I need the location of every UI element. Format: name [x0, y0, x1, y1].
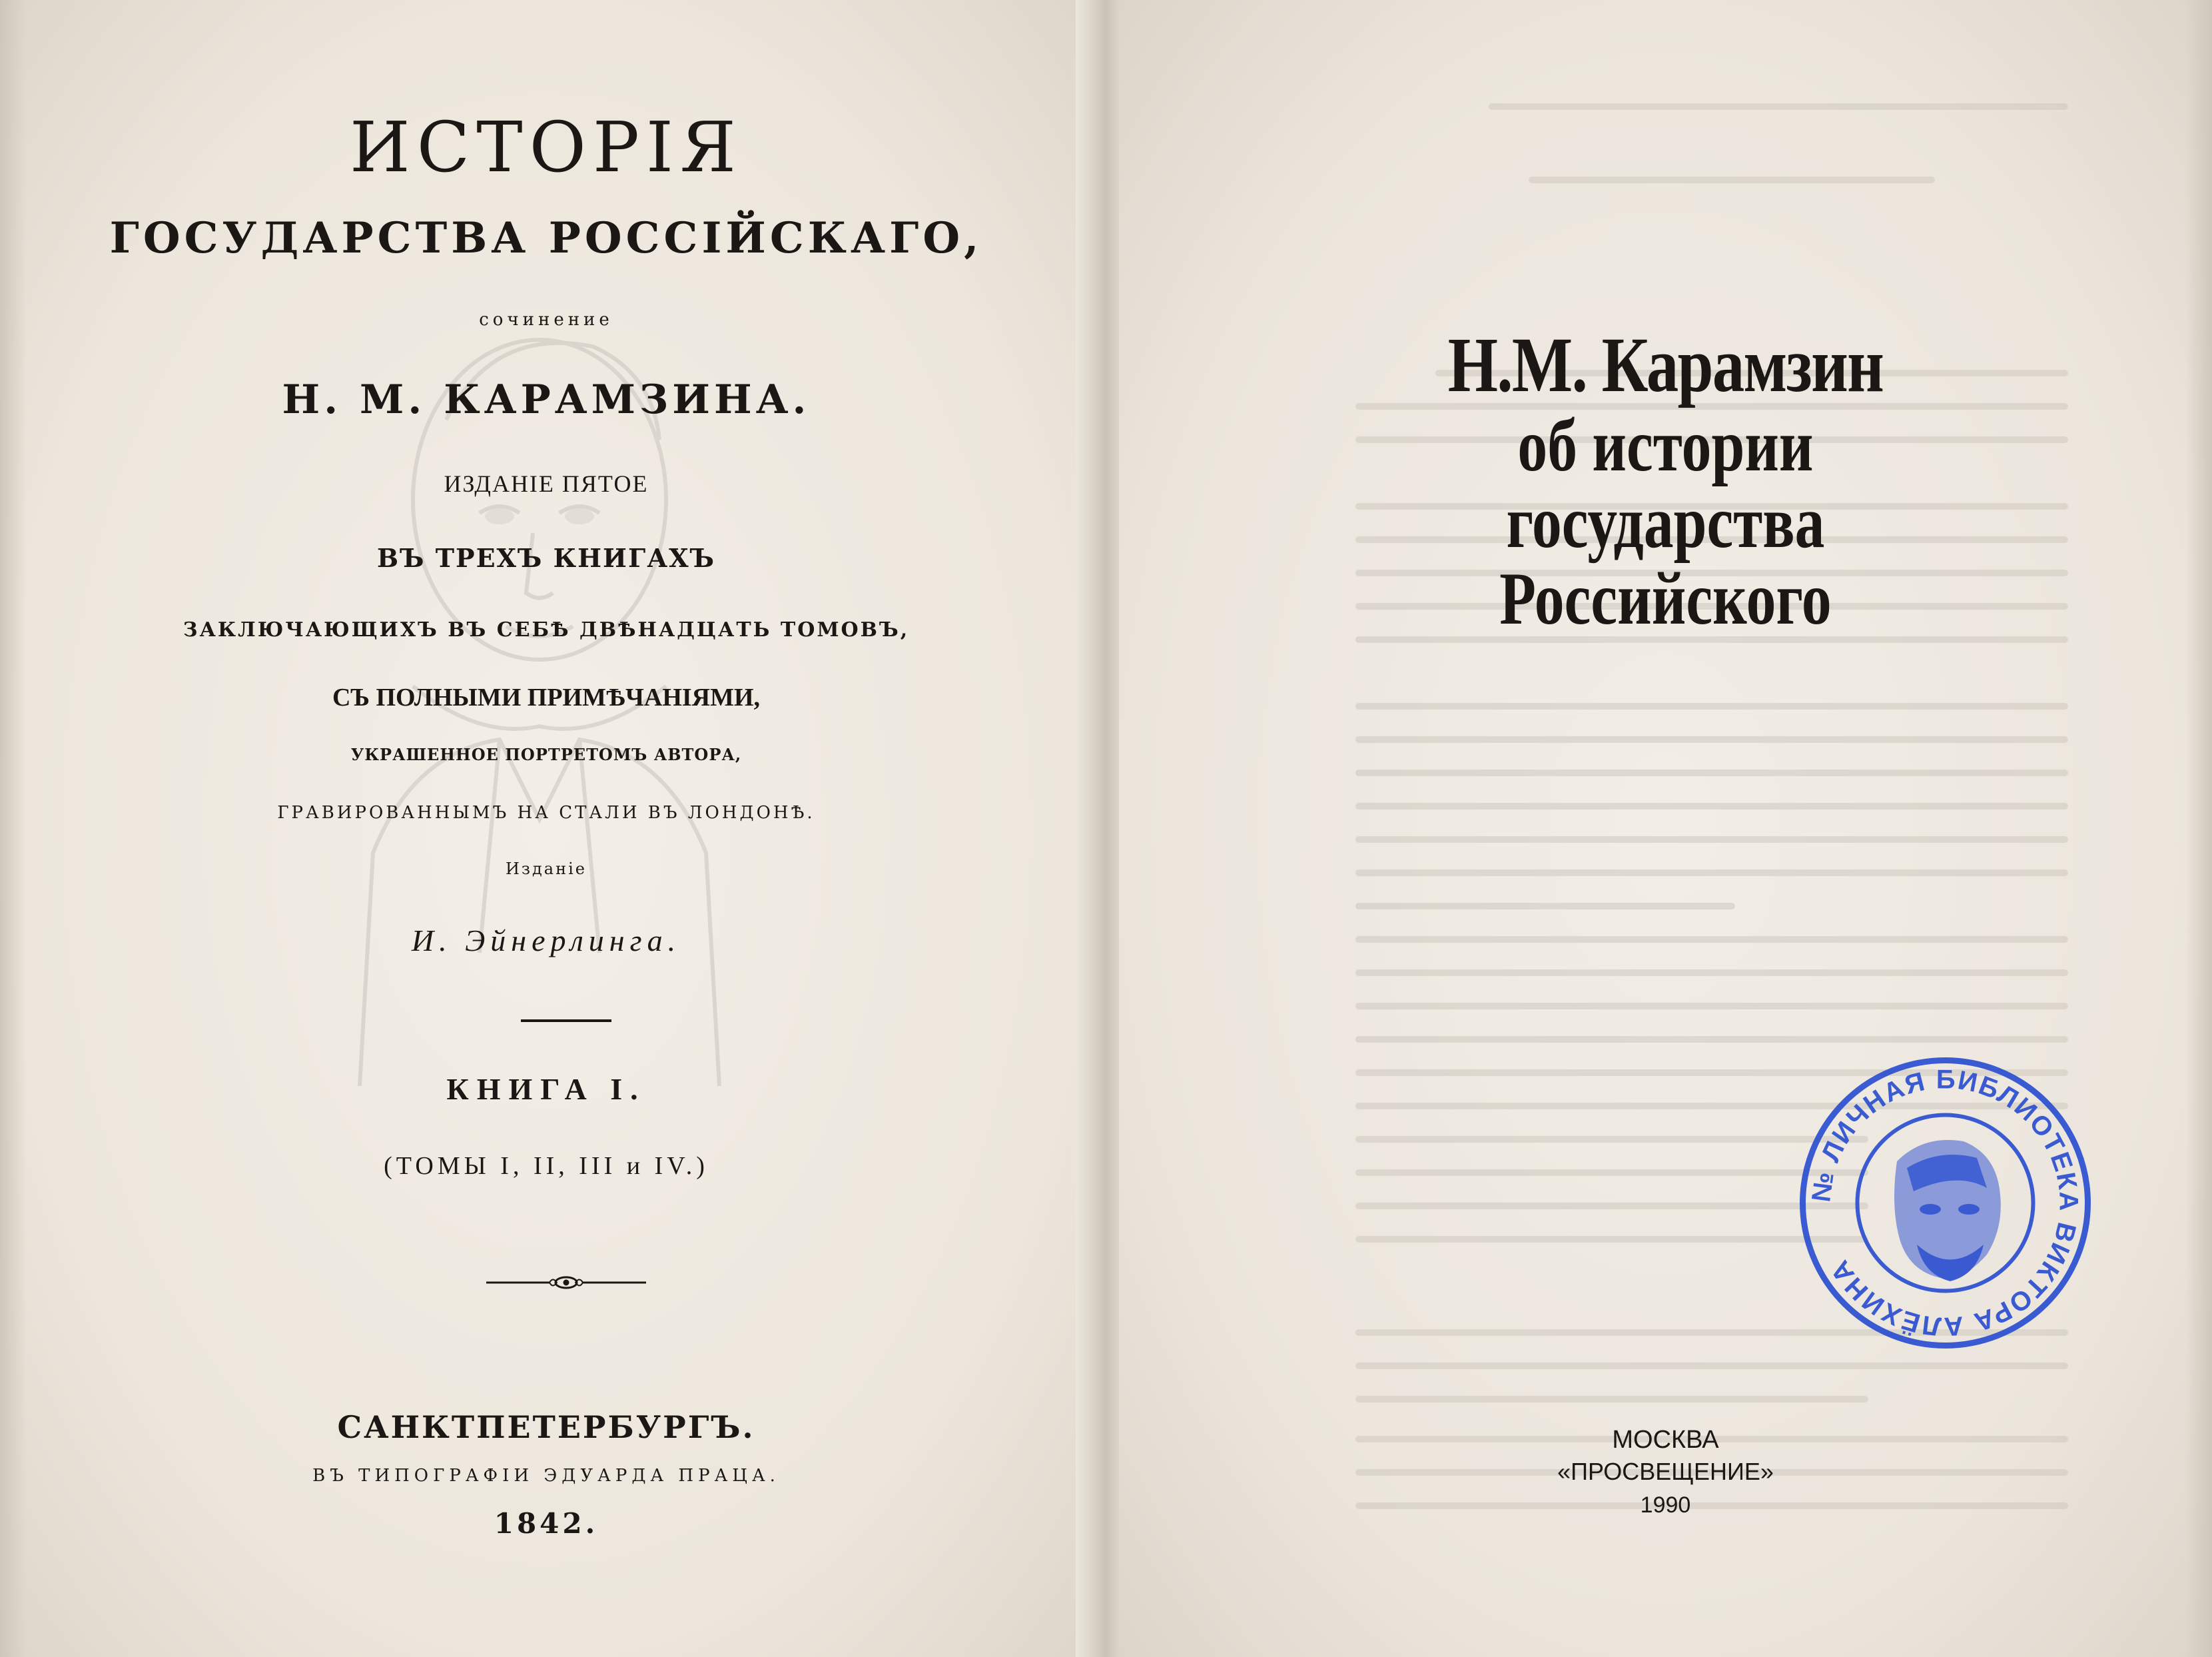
- publisher: И. Эйнерлинга.: [411, 923, 681, 957]
- printing-house: ВЪ ТИПОГРАФІИ ЭДУАРДА ПРАЦА.: [312, 1466, 780, 1486]
- right-page: [1119, 0, 2212, 1657]
- library-stamp: [1797, 1055, 2093, 1351]
- publication-label: Изданіе: [506, 859, 587, 878]
- notes-line: СЪ ПОЛНЫМИ ПРИМѢЧАНІЯМИ,: [332, 684, 761, 712]
- left-page: [0, 0, 1092, 1657]
- book-label: КНИГА I.: [446, 1072, 646, 1106]
- stamp-text: № ЛИЧНАЯ БИБЛИОТЕКА ВИКТОРА АЛЁХИНА: [1806, 1065, 2083, 1342]
- modern-title-line-1: об истории: [1517, 404, 1814, 487]
- books-line: ВЪ ТРЕХЪ КНИГАХЪ: [377, 543, 715, 573]
- modern-title-line-3: Российского: [1499, 558, 1832, 640]
- volumes: (ТОМЫ I, II, III и IV.): [384, 1152, 709, 1180]
- author: Н. М. КАРАМЗИНА.: [282, 376, 811, 423]
- page-edge-shadow: [2185, 0, 2212, 1657]
- show-through-text: [1199, 80, 2185, 1579]
- engraved-line: ГРАВИРОВАННЫМЪ НА СТАЛИ ВЪ ЛОНДОНѢ.: [277, 803, 815, 823]
- modern-city: МОСКВА: [1612, 1426, 1719, 1454]
- modern-title-line-2: государства: [1506, 481, 1825, 564]
- contains-line: ЗАКЛЮЧАЮЩИХЪ ВЪ СЕБѢ ДВѢНАДЦАТЬ ТОМОВЪ,: [183, 618, 910, 642]
- works-label: сочинение: [479, 310, 613, 330]
- edition: ИЗДАНІЕ ПЯТОЕ: [444, 470, 649, 497]
- stamp-portrait: [1894, 1140, 2001, 1281]
- title: ИСТОРІЯ: [350, 107, 743, 188]
- ornament-divider: [486, 1273, 646, 1293]
- modern-year: 1990: [1640, 1492, 1691, 1518]
- modern-author: Н.М. Карамзин: [1447, 321, 1884, 408]
- divider-rule: [521, 1019, 611, 1022]
- city: САНКТПЕТЕРБУРГЪ.: [337, 1409, 755, 1445]
- year: 1842.: [494, 1507, 599, 1540]
- subtitle: ГОСУДАРСТВА РОССІЙСКАГО,: [109, 213, 983, 263]
- modern-publisher: «ПРОСВЕЩЕНИЕ»: [1557, 1458, 1774, 1485]
- portrait-line: УКРАШЕННОЕ ПОРТРЕТОМЪ АВТОРА,: [350, 745, 742, 764]
